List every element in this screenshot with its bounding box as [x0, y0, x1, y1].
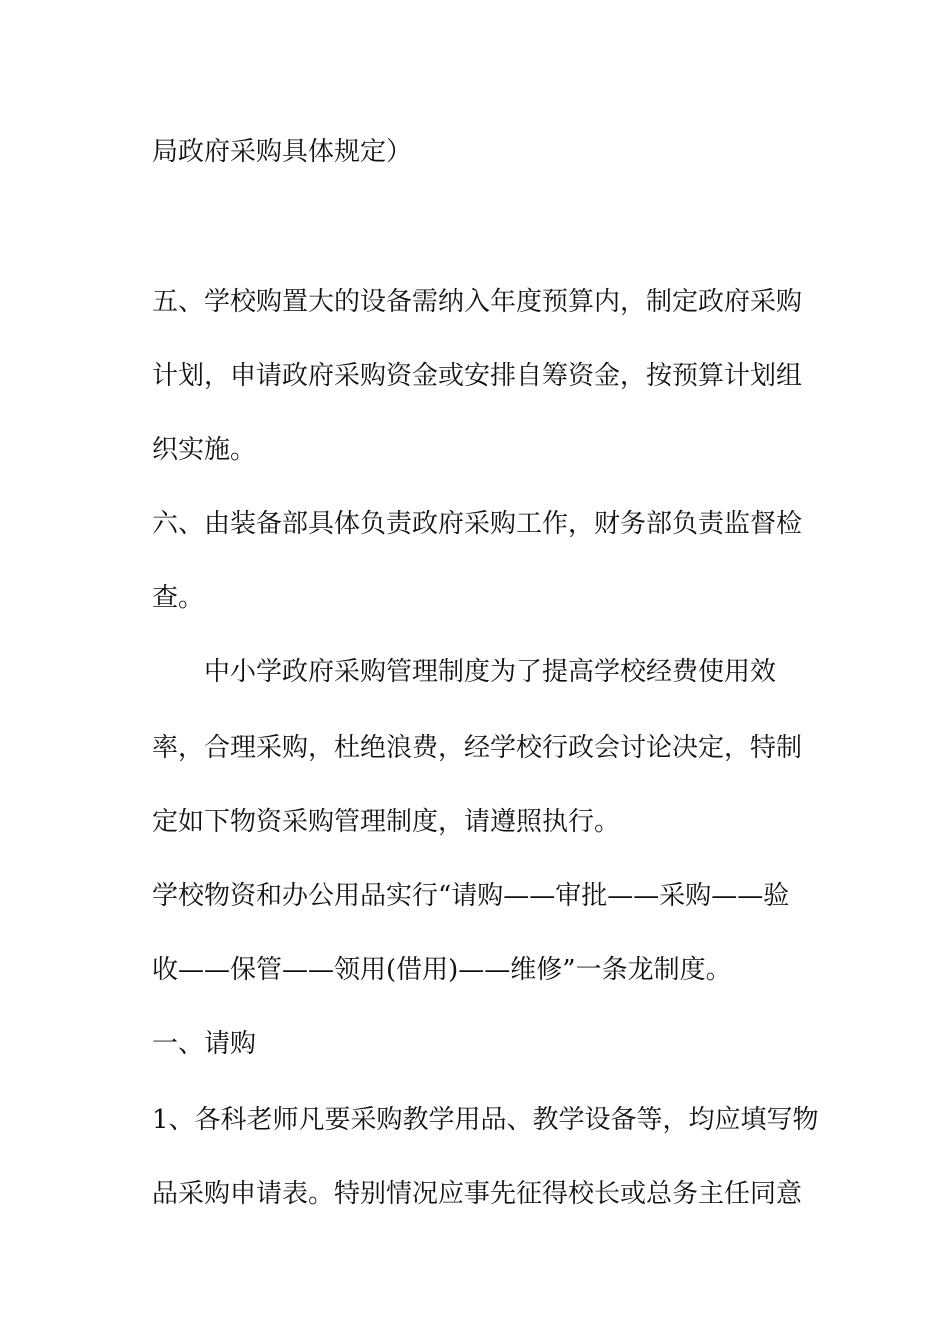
- text-line-6: 查。: [152, 583, 205, 613]
- text-line-7: 中小学政府采购管理制度为了提高学校经费使用效: [204, 657, 777, 687]
- text-line-3: 计划，申请政府采购资金或安排自筹资金，按预算计划组: [152, 361, 803, 391]
- text-line-5: 六、由装备部具体负责政府采购工作，财务部负责监督检: [152, 509, 803, 539]
- text-line-12: 一、请购: [152, 1029, 257, 1059]
- text-line-14: 品采购申请表。特别情况应事先征得校长或总务主任同意: [152, 1179, 803, 1209]
- text-line-13: 1、各科老师凡要采购教学用品、教学设备等，均应填写物: [152, 1105, 819, 1135]
- text-line-9: 定如下物资采购管理制度，请遵照执行。: [152, 807, 621, 837]
- text-line-11: 收——保管——领用(借用)——维修”一条龙制度。: [152, 955, 732, 985]
- text-line-8: 率，合理采购，杜绝浪费，经学校行政会讨论决定，特制: [152, 733, 803, 763]
- text-line-1: 局政府采购具体规定）: [152, 137, 413, 167]
- text-line-2: 五、学校购置大的设备需纳入年度预算内，制定政府采购: [152, 287, 803, 317]
- text-line-10: 学校物资和办公用品实行“请购——审批——采购——验: [152, 881, 790, 911]
- text-line-4: 织实施。: [152, 435, 257, 465]
